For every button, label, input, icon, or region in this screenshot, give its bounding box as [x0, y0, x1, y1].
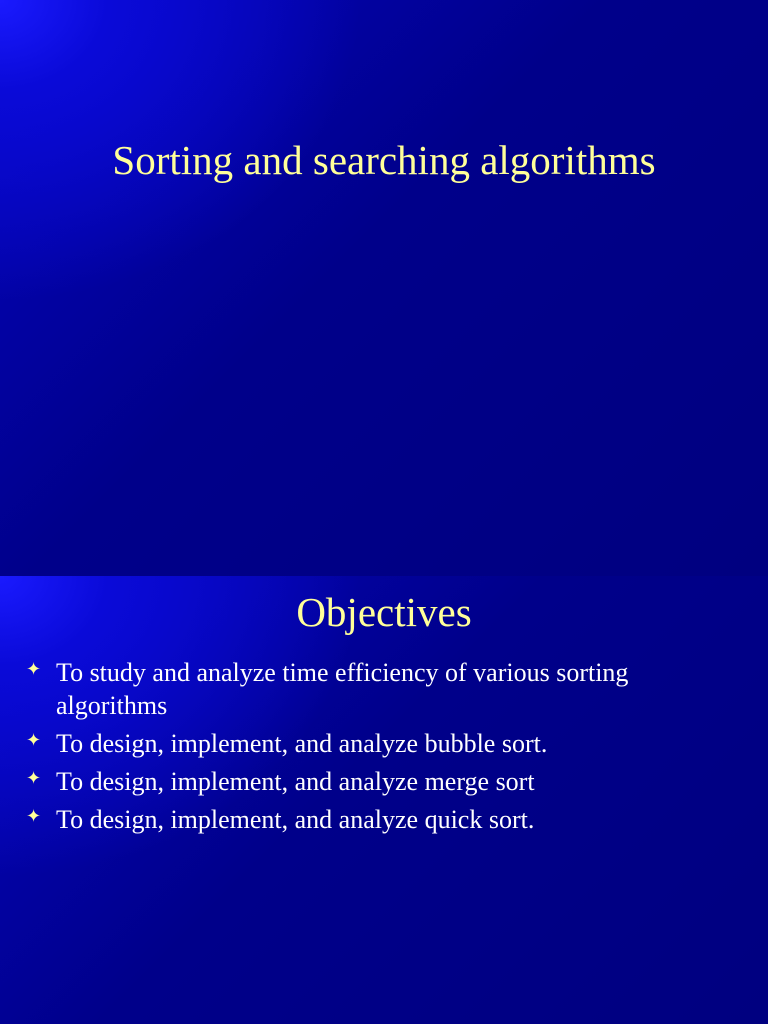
slide-objectives — [0, 576, 768, 1024]
list-item — [26, 727, 746, 760]
list-item — [26, 803, 746, 836]
list-item — [26, 765, 746, 798]
objectives-heading: Objectives — [296, 589, 472, 635]
slide-title-heading: Sorting and searching algorithms — [112, 137, 656, 183]
star-bullet-icon: ✦ — [26, 806, 42, 826]
star-bullet-icon: ✦ — [26, 768, 42, 788]
objectives-list — [26, 656, 746, 841]
list-item-text: To design, implement, and analyze bubble sort. — [56, 729, 548, 758]
list-item-text: To design, implement, and analyze quick sort. — [56, 805, 535, 834]
star-bullet-icon: ✦ — [26, 730, 42, 750]
list-item-text: To design, implement, and analyze merge sort — [56, 767, 535, 796]
list-item — [26, 656, 746, 722]
list-item-text: To study and analyze time efficiency of various sorting algorithms — [56, 658, 629, 720]
star-bullet-icon: ✦ — [26, 659, 42, 679]
